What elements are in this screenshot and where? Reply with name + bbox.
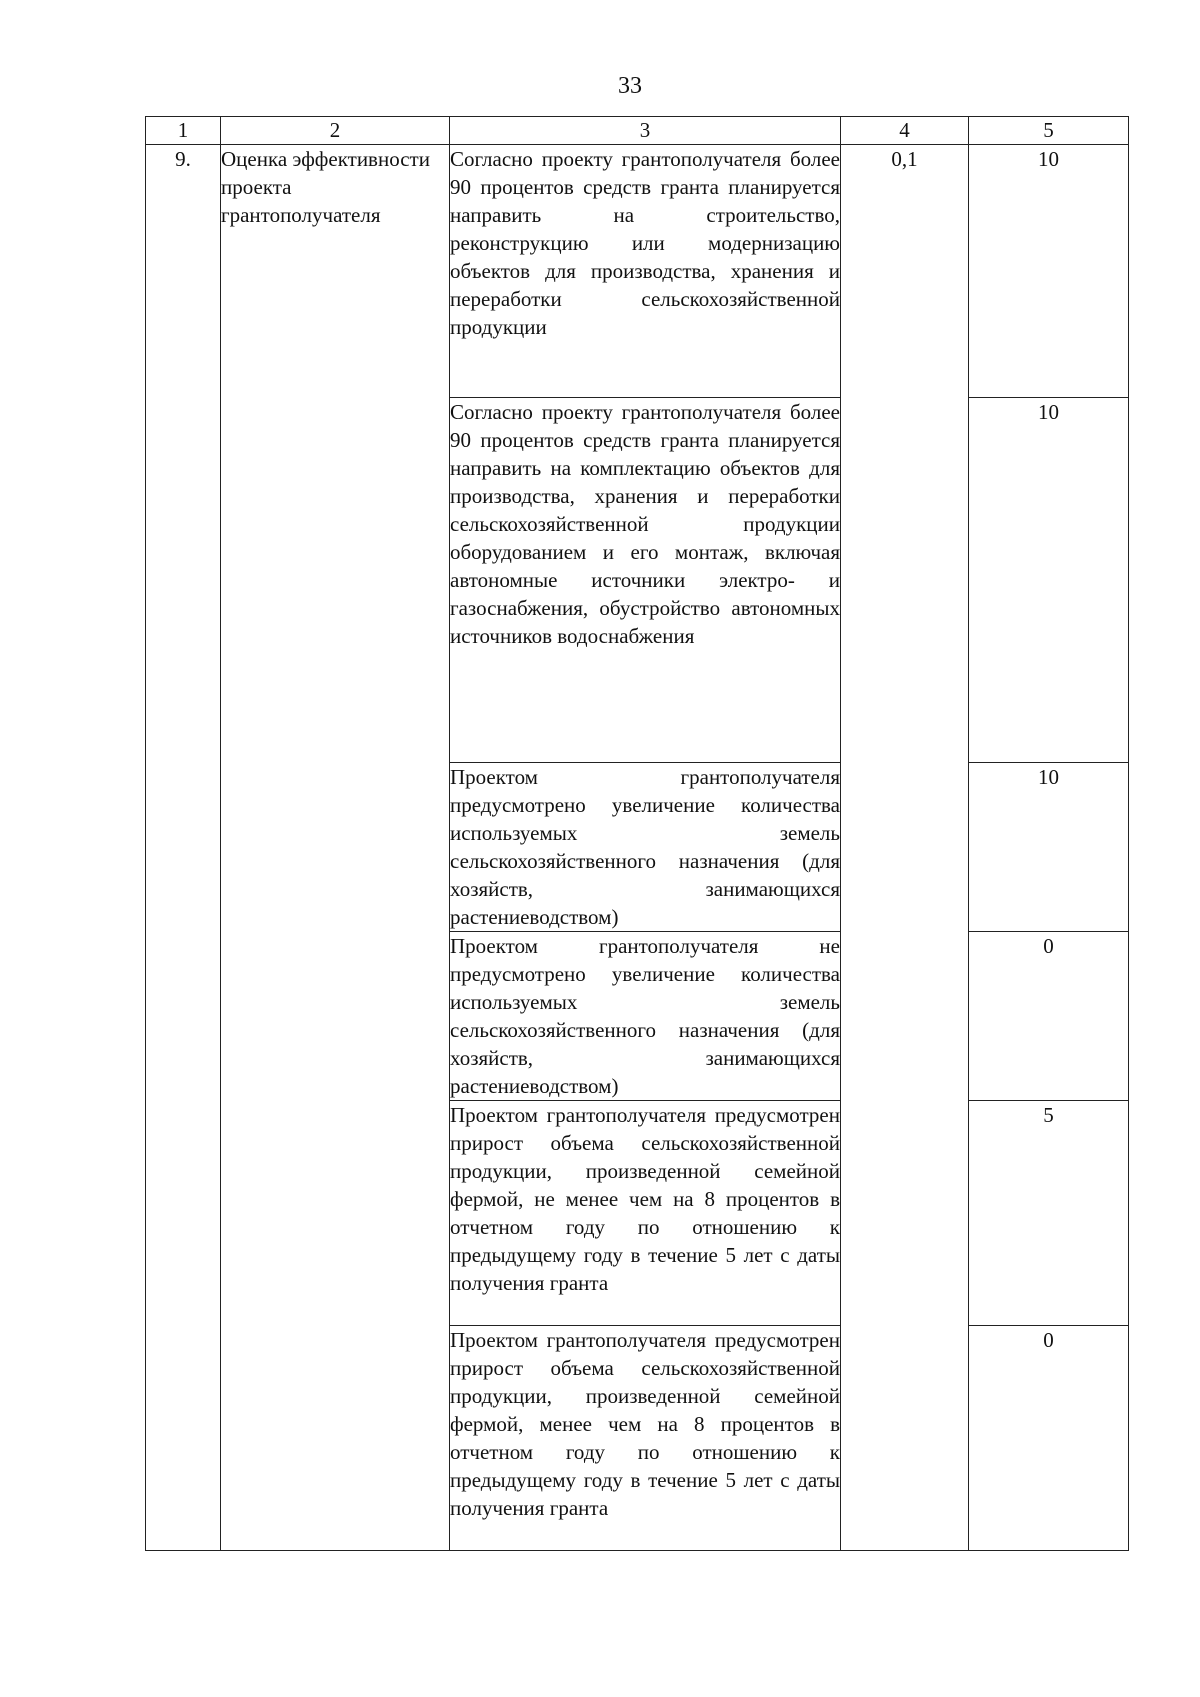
score-value: 10 bbox=[969, 398, 1129, 763]
condition-text: Проектом грантополучателя предусмотрен прирост объема сельскохозяйственной продукции, произведенной семейной фермой, менее чем на 8 процентов в отчетном году по отношению к предыдущему году в течение 5 лет с даты получения гранта bbox=[450, 1326, 841, 1551]
score-value: 10 bbox=[969, 145, 1129, 398]
condition-text: Согласно проекту грантополучателя более 90 процентов средств гранта планируется направить на комплектацию объектов для производства, хранения и переработки сельскохозяйственной продукции оборудованием и его монтаж, включая автономные источники электро- и газоснабжения, обустройство автономных источников водоснабжения bbox=[450, 398, 841, 763]
condition-text: Проектом грантополучателя предусмотрен прирост объема сельскохозяйственной продукции, произведенной семейной фермой, не менее чем на 8 процентов в отчетном году по отношению к предыдущему году в течение 5 лет с даты получения гранта bbox=[450, 1101, 841, 1326]
condition-text: Проектом грантополучателя не предусмотрено увеличение количества используемых земель сельскохозяйственного назначения (для хозяйств, занимающихся растениеводством) bbox=[450, 932, 841, 1101]
header-row bbox=[146, 117, 1129, 145]
condition-text: Проектом грантополучателя предусмотрено увеличение количества используемых земель сельскохозяйственного назначения (для хозяйств, занимающихся растениеводством) bbox=[450, 763, 841, 932]
score-value: 5 bbox=[969, 1101, 1129, 1326]
criterion-number: 9. bbox=[146, 145, 221, 1551]
column-header-1: 1 bbox=[146, 117, 221, 145]
table-row bbox=[146, 145, 1129, 398]
column-header-3: 3 bbox=[450, 117, 841, 145]
criterion-name: Оценка эффективности проекта грантополучателя bbox=[221, 145, 450, 1551]
criteria-table bbox=[145, 116, 1129, 1551]
score-value: 10 bbox=[969, 763, 1129, 932]
column-header-2: 2 bbox=[221, 117, 450, 145]
table-header bbox=[146, 117, 1129, 145]
weight-coefficient: 0,1 bbox=[841, 145, 969, 1551]
column-header-4: 4 bbox=[841, 117, 969, 145]
score-value: 0 bbox=[969, 1326, 1129, 1551]
condition-text: Согласно проекту грантополучателя более 90 процентов средств гранта планируется направить на строительство, реконструкцию или модернизацию объектов для производства, хранения и переработки сельскохозяйственной продукции bbox=[450, 145, 841, 398]
page-number: 33 bbox=[618, 73, 642, 99]
table-body bbox=[146, 145, 1129, 1551]
column-header-5: 5 bbox=[969, 117, 1129, 145]
score-value: 0 bbox=[969, 932, 1129, 1101]
